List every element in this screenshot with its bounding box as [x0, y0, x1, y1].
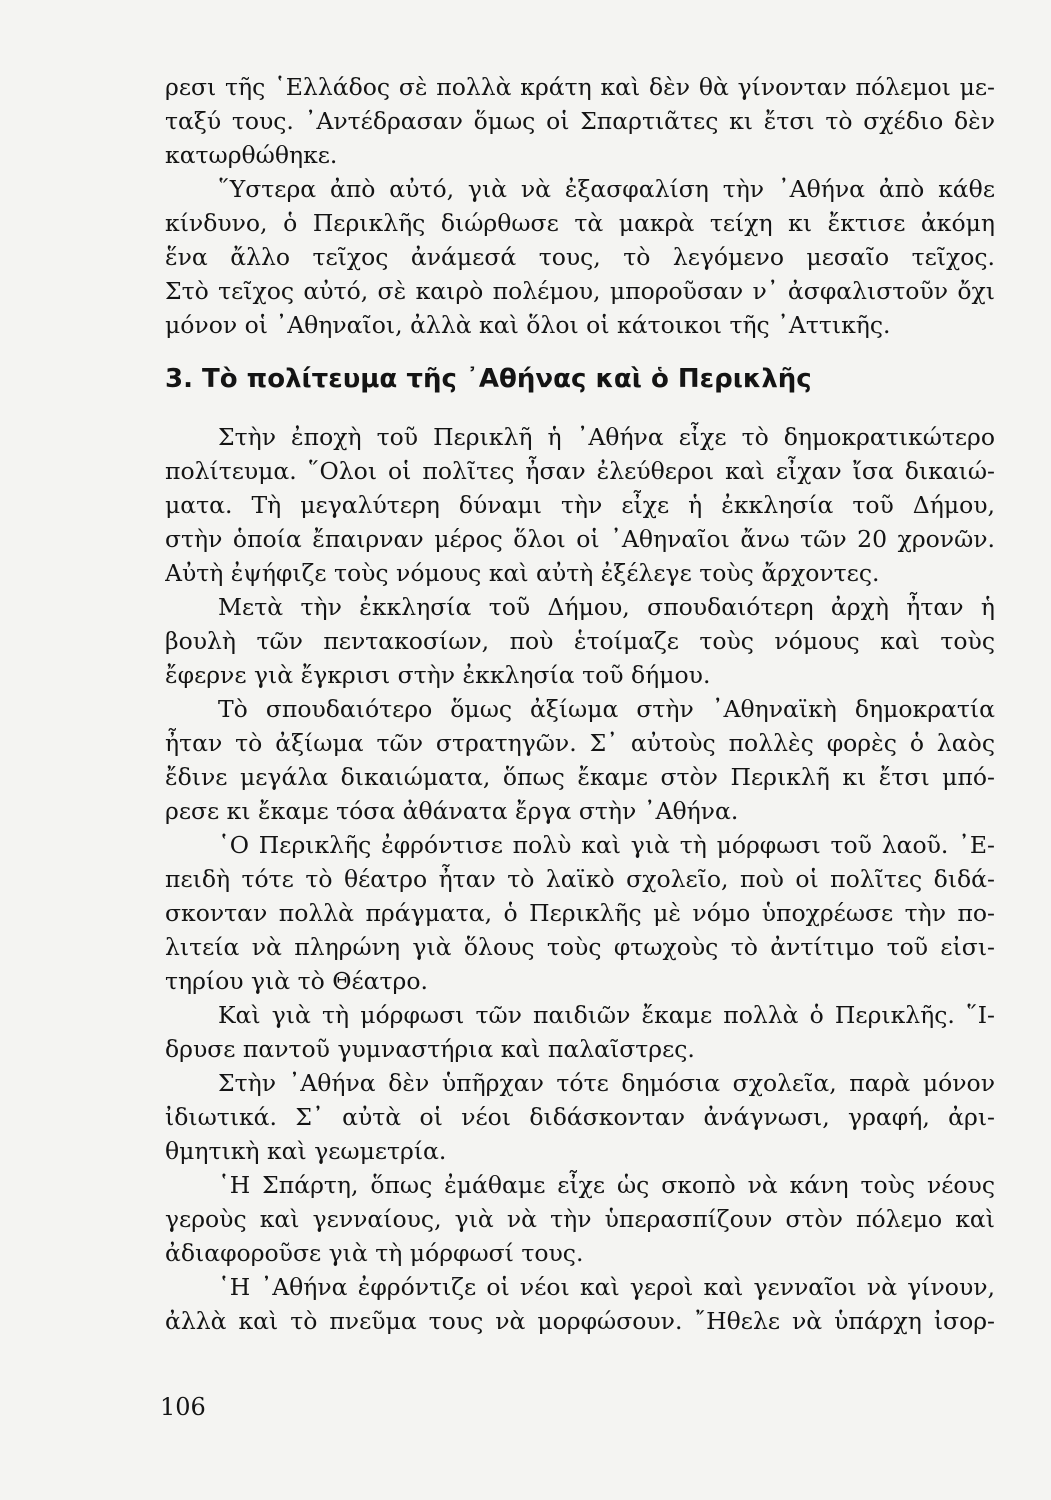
text-line: πειδὴ τότε τὸ θέατρο ἦταν τὸ λαϊκὸ σχολεῖο, ποὺ οἱ πολῖτες διδά- — [165, 865, 995, 893]
text-line: δρυσε παντοῦ γυμναστήρια καὶ παλαῖστρες. — [165, 1035, 695, 1063]
text-line: σκονταν πολλὰ πράγματα, ὁ Περικλῆς μὲ νόμο ὑποχρέωσε τὴν πο- — [165, 899, 995, 927]
text-line: τηρίου γιὰ τὸ Θέατρο. — [165, 967, 428, 995]
text-line: ἀλλὰ καὶ τὸ πνεῦμα τους νὰ μορφώσουν. ῎Ηθελε νὰ ὑπάρχη ἰσορ- — [165, 1307, 995, 1335]
text-line: θμητικὴ καὶ γεωμετρία. — [165, 1137, 447, 1165]
text-line: ἕνα ἄλλο τεῖχος ἀνάμεσά τους, τὸ λεγόμενο μεσαῖο τεῖχος. — [165, 243, 995, 271]
text-line: βουλὴ τῶν πεντακοσίων, ποὺ ἑτοίμαζε τοὺς νόμους καὶ τοὺς — [165, 627, 995, 655]
text-line: Στὸ τεῖχος αὐτό, σὲ καιρὸ πολέμου, μποροῦσαν ν᾿ ἀσφαλιστοῦν ὄχι — [165, 277, 995, 305]
text-line: ἀδιαφοροῦσε γιὰ τὴ μόρφωσί τους. — [165, 1239, 584, 1267]
text-line: ῾Η Σπάρτη, ὅπως ἐμάθαμε εἶχε ὡς σκοπὸ νὰ κάνη τοὺς νέους — [218, 1171, 995, 1199]
text-line: πολίτευμα. ῞Ολοι οἱ πολῖτες ἦσαν ἐλεύθεροι καὶ εἶχαν ἴσα δικαιώ- — [165, 457, 995, 485]
text-line: ρεσε κι ἔκαμε τόσα ἀθάνατα ἔργα στὴν ᾿Αθήνα. — [165, 797, 739, 825]
text-line: γεροὺς καὶ γενναίους, γιὰ νὰ τὴν ὑπερασπίζουν στὸν πόλεμο καὶ — [165, 1205, 995, 1233]
text-line: Μετὰ τὴν ἐκκλησία τοῦ Δήμου, σπουδαιότερη ἀρχὴ ἦταν ἡ — [218, 593, 995, 621]
text-line: ἔφερνε γιὰ ἔγκρισι στὴν ἐκκλησία τοῦ δήμου. — [165, 661, 711, 689]
text-line: ῾Ο Περικλῆς ἐφρόντισε πολὺ καὶ γιὰ τὴ μόρφωσι τοῦ λαοῦ. ᾿Ε- — [218, 831, 995, 859]
text-line: Καὶ γιὰ τὴ μόρφωσι τῶν παιδιῶν ἔκαμε πολλὰ ὁ Περικλῆς. ῞Ι- — [218, 1001, 995, 1029]
text-line: Στὴν ᾿Αθήνα δὲν ὑπῆρχαν τότε δημόσια σχολεῖα, παρὰ μόνον — [218, 1069, 995, 1097]
text-line: Τὸ σπουδαιότερο ὅμως ἀξίωμα στὴν ᾿Αθηναϊκὴ δημοκρατία — [218, 695, 995, 723]
text-line: στὴν ὁποία ἔπαιρναν μέρος ὅλοι οἱ ᾿Αθηναῖοι ἄνω τῶν 20 χρονῶν. — [165, 525, 995, 553]
text-line: ῞Υστερα ἀπὸ αὐτό, γιὰ νὰ ἐξασφαλίση τὴν ᾿Αθήνα ἀπὸ κάθε — [218, 175, 995, 203]
text-line: ἰδιωτικά. Σ᾿ αὐτὰ οἱ νέοι διδάσκονταν ἀνάγνωσι, γραφή, ἀρι- — [165, 1103, 995, 1131]
text-line: ἦταν τὸ ἀξίωμα τῶν στρατηγῶν. Σ᾿ αὐτοὺς πολλὲς φορὲς ὁ λαὸς — [165, 729, 995, 757]
text-line: λιτεία νὰ πληρώνη γιὰ ὅλους τοὺς φτωχοὺς τὸ ἀντίτιμο τοῦ εἰσι- — [165, 933, 995, 961]
text-line: ἔδινε μεγάλα δικαιώματα, ὅπως ἔκαμε στὸν Περικλῆ κι ἔτσι μπό- — [165, 763, 995, 791]
text-line: κατωρθώθηκε. — [165, 141, 338, 169]
text-line: ταξύ τους. ᾿Αντέδρασαν ὅμως οἱ Σπαρτιᾶτες κι ἔτσι τὸ σχέδιο δὲν — [165, 107, 995, 135]
text-line: κίνδυνο, ὁ Περικλῆς διώρθωσε τὰ μακρὰ τείχη κι ἔκτισε ἀκόμη — [165, 209, 995, 237]
text-line: ῾Η ᾿Αθήνα ἐφρόντιζε οἱ νέοι καὶ γεροὶ καὶ γενναῖοι νὰ γίνουν, — [218, 1273, 995, 1301]
section-heading: 3. Τὸ πολίτευμα τῆς ᾿Αθήνας καὶ ὁ Περικλῆς — [165, 364, 812, 394]
page-number: 106 — [160, 1393, 206, 1421]
text-line: Αὐτὴ ἐψήφιζε τοὺς νόμους καὶ αὐτὴ ἐξέλεγε τοὺς ἄρχοντες. — [165, 559, 880, 587]
text-line: μόνον οἱ ᾿Αθηναῖοι, ἀλλὰ καὶ ὅλοι οἱ κάτοικοι τῆς ᾿Αττικῆς. — [165, 311, 891, 339]
text-line: ματα. Τὴ μεγαλύτερη δύναμι τὴν εἶχε ἡ ἐκκλησία τοῦ Δήμου, — [165, 491, 995, 519]
text-line: Στὴν ἐποχὴ τοῦ Περικλῆ ἡ ᾿Αθήνα εἶχε τὸ δημοκρατικώτερο — [218, 423, 995, 451]
text-line: ρεσι τῆς ῾Ελλάδος σὲ πολλὰ κράτη καὶ δὲν θὰ γίνονταν πόλεμοι με- — [165, 73, 995, 101]
